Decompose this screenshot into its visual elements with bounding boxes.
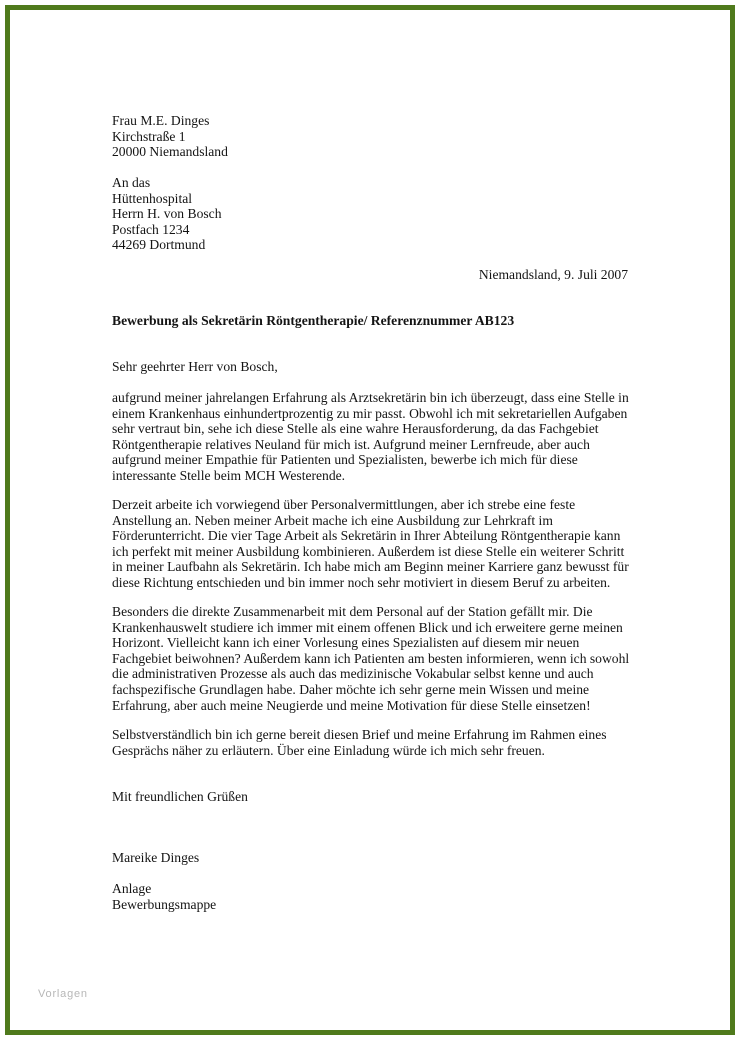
date-text: Niemandsland, 9. Juli 2007 [478, 267, 628, 282]
paragraph-line: interessante Stelle beim MCH Westerende. [112, 467, 346, 483]
salutation-text: Sehr geehrter Herr von Bosch, [112, 359, 278, 374]
paragraph-line: aufgrund meiner Empathie für Patienten und Spezialisten, bewerbe ich mich für diese [112, 452, 578, 468]
recipient-line: Hüttenhospital [112, 190, 193, 206]
closing [112, 789, 632, 805]
sender-name: Frau M.E. Dinges [112, 113, 210, 128]
recipient-address [112, 175, 632, 253]
signature-name: Mareike Dinges [112, 850, 200, 865]
paragraph-line: einem Krankenhaus einhundertprozentig zu mir passt. Obwohl ich mit sekretariellen Aufgaben [112, 405, 628, 421]
paragraph-line: diese Richtung entschieden und bin immer noch sehr motiviert in diesem Beruf zu arbeiten. [112, 574, 611, 590]
paragraph-line: Gesprächs näher zu erläutern. Über eine Einladung würde ich mich sehr freuen. [112, 742, 545, 758]
paragraph-line: aufgrund meiner jahrelangen Erfahrung als Arztsekretärin bin ich überzeugt, dass eine Stelle in [112, 390, 629, 405]
signature [112, 850, 632, 866]
paragraph-line: Horizont. Vielleicht kann ich einer Vorlesung eines Spezialisten auf diesem mir neuen [112, 635, 580, 651]
paragraph-line: Selbstverständlich bin ich gerne bereit diesen Brief und meine Erfahrung im Rahmen eines [112, 727, 607, 742]
subject-text: Bewerbung als Sekretärin Röntgentherapie/ Referenznummer AB123 [112, 313, 515, 328]
paragraph-line: fachspezifische Grundlagen habe. Daher möchte ich sehr gerne mein Wissen und meine [112, 681, 590, 697]
recipient-line: Postfach 1234 [112, 221, 190, 237]
paragraph-line: Fachgebiet beiwohnen? Außerdem kann ich Patienten am besten informieren, wenn ich sowohl [112, 650, 630, 666]
paragraph-1 [112, 390, 632, 484]
paragraph-line: Anstellung an. Neben meiner Arbeit mache ich eine Ausbildung zur Lehrkraft im [112, 512, 553, 528]
paragraph-line: die administrativen Prozesse als auch das medizinische Vokabular selbst kenne und auch [112, 666, 594, 682]
paragraph-2 [112, 497, 632, 591]
paragraph-line: Röntgentherapie relatives Neuland für mich ist. Aufgrund meiner Lernfreude, aber auch [112, 436, 590, 452]
sender-street: Kirchstraße 1 [112, 128, 186, 144]
closing-text: Mit freundlichen Grüßen [112, 789, 248, 804]
paragraph-line: Besonders die direkte Zusammenarbeit mit dem Personal auf der Station gefällt mir. Die [112, 604, 593, 619]
sender-address [112, 113, 632, 160]
paragraph-line: Derzeit arbeite ich vorwiegend über Personalvermittlungen, aber ich strebe eine feste [112, 497, 576, 512]
enclosure [112, 881, 632, 912]
paragraph-line: Krankenhauswelt studiere ich immer mit einem offenen Blick und ich erweitere gerne meinen [112, 619, 623, 635]
enclosure-line: Anlage [112, 881, 152, 896]
paragraph-line: sehr vertraut bin, sehe ich diese Stelle als eine wahre Herausforderung, da das Fachgebiet [112, 421, 599, 437]
paragraph-line: Förderunterricht. Die vier Tage Arbeit als Sekretärin in Ihrer Abteilung Röntgentherapie kann [112, 528, 621, 544]
letter-date [108, 267, 628, 283]
paragraph-4 [112, 727, 632, 758]
recipient-line: An das [112, 175, 151, 190]
recipient-line: 44269 Dortmund [112, 237, 206, 253]
letter-subject [112, 313, 632, 329]
sender-city: 20000 Niemandsland [112, 144, 228, 160]
salutation [112, 359, 632, 375]
paragraph-line: in meiner Laufbahn als Sekretärin. Ich habe mich am Beginn meiner Karriere ganz bewusst für [112, 559, 629, 575]
paragraph-line: Erfahrung, aber auch meine Neugierde und meine Motivation für diese Stelle einsetzen! [112, 697, 591, 713]
enclosure-line: Bewerbungsmappe [112, 896, 217, 912]
recipient-line: Herrn H. von Bosch [112, 206, 222, 222]
paragraph-3 [112, 604, 632, 713]
vorlagen-watermark: Vorlagen [38, 988, 88, 1000]
paragraph-line: ich perfekt mit meiner Ausbildung kombinieren. Außerdem ist diese Stelle ein weiterer Schritt [112, 543, 625, 559]
